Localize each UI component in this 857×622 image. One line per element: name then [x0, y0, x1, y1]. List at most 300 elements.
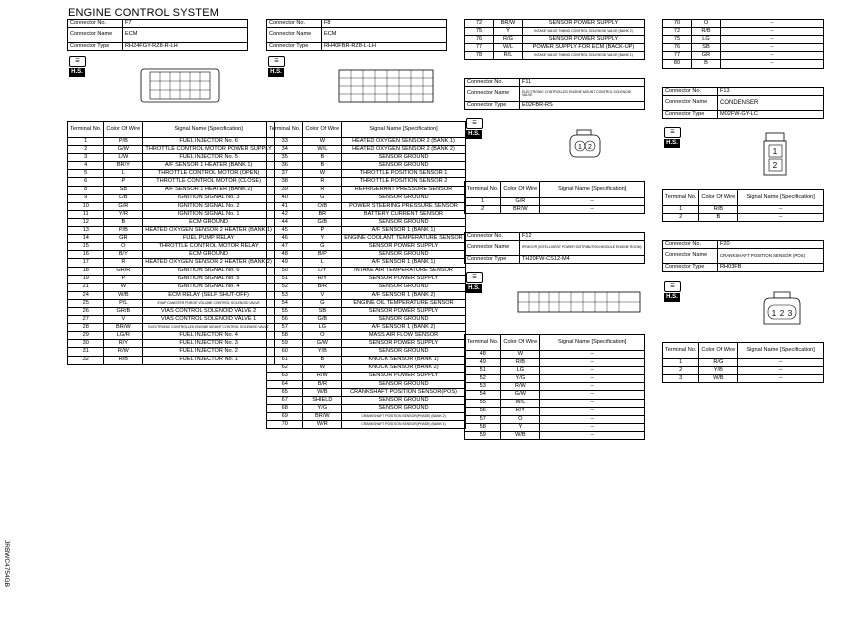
signal-name-cell: POWER STEERING PRESSURE SENSOR [342, 202, 465, 210]
wire-color-cell: BR/W [494, 20, 523, 28]
table-row [68, 291, 275, 299]
table-row [68, 235, 275, 243]
table-row [68, 202, 275, 210]
signal-name-cell: SENSOR GROUND [342, 154, 465, 162]
terminal-no-cell: 49 [465, 359, 501, 367]
wire-color-cell: Y/R [104, 210, 143, 218]
signal-name-cell: – [738, 375, 824, 383]
wire-color-cell: W [303, 364, 342, 372]
signal-name-cell: FUEL INJECTOR No. 1 [143, 356, 275, 364]
wire-color-cell: B/R [303, 283, 342, 291]
f13-connector-type: M02FW-GY-LC [718, 111, 824, 119]
f13-connector-no: F13 [718, 88, 824, 96]
hs-icon: ☰ H.S. [664, 127, 680, 148]
signal-name-cell: A/F SENSOR 1 (BANK 2) [342, 291, 465, 299]
signal-name-cell: SENSOR GROUND [342, 251, 465, 259]
table-row [465, 206, 645, 214]
table-row [68, 356, 275, 364]
wire-color-cell: SB [104, 186, 143, 194]
f8-signal-table [266, 121, 466, 429]
terminal-no-cell: 77 [663, 52, 692, 60]
signal-name-cell: – [540, 383, 645, 391]
wire-color-cell: Y [303, 235, 342, 243]
wire-color-cell: B/Y [104, 251, 143, 259]
wire-color-cell: R/B [699, 206, 738, 214]
wire-color-cell: R [104, 259, 143, 267]
terminal-no-cell: 65 [267, 388, 303, 396]
connector-name-label: Connector Name [663, 249, 718, 264]
signal-name-cell: SENSOR GROUND [342, 405, 465, 413]
terminal-no-cell: 51 [267, 275, 303, 283]
signal-name-cell: A/F SENSOR 1 (BANK 2) [342, 324, 465, 332]
terminal-no-cell: 3 [68, 154, 104, 162]
terminal-no-cell: 70 [267, 421, 303, 429]
table-row [465, 359, 645, 367]
terminal-no-header: Terminal No. [465, 182, 501, 198]
terminal-no-cell: 16 [68, 251, 104, 259]
f20-header-table [662, 240, 824, 272]
signal-name-cell: IGNITION SIGNAL No. 1 [143, 210, 275, 218]
table-row [663, 375, 824, 383]
terminal-no-cell: 59 [465, 431, 501, 439]
terminal-no-header: Terminal No. [267, 122, 303, 138]
wire-color-cell: G/R [104, 202, 143, 210]
wire-color-cell: W/L [494, 44, 523, 52]
wire-color-cell: Y/G [303, 405, 342, 413]
terminal-no-cell: 11 [68, 210, 104, 218]
table-row [68, 251, 275, 259]
signal-name-cell: SENSOR GROUND [342, 397, 465, 405]
signal-name-cell: ECM RELAY (SELF SHUT-OFF) [143, 291, 275, 299]
f11-connector-face [568, 129, 602, 159]
wire-color-cell: O [692, 20, 721, 28]
terminal-no-cell: 25 [68, 299, 104, 307]
signal-name-cell: ENGINE COOLANT TEMPERATURE SENSOR [342, 235, 465, 243]
signal-name-cell: HEATED OXYGEN SENSOR 2 (BANK 1) [342, 138, 465, 146]
pin-2-label: 2 [772, 161, 778, 170]
terminal-no-cell: 70 [663, 20, 692, 28]
f12-continuation-table [662, 19, 824, 69]
f12-connector-type: TH20FW-CS12-M4 [520, 256, 645, 264]
wire-color-cell: P/B [104, 138, 143, 146]
terminal-no-cell: 76 [663, 44, 692, 52]
terminal-no-cell: 38 [267, 178, 303, 186]
wire-color-cell: R/L [494, 52, 523, 60]
table-row [68, 267, 275, 275]
table-row [663, 44, 824, 52]
terminal-no-cell: 59 [267, 340, 303, 348]
terminal-no-cell: 45 [267, 227, 303, 235]
f12-connector-no: F12 [520, 233, 645, 241]
table-row [465, 415, 645, 423]
pin-2-label: 2 [588, 144, 592, 151]
table-row [267, 146, 466, 154]
table-row [465, 391, 645, 399]
wire-color-cell: W [501, 351, 540, 359]
signal-name-cell: THROTTLE POSITION SENSOR 1 [342, 170, 465, 178]
table-row [267, 138, 466, 146]
wire-color-cell: O/B [303, 202, 342, 210]
table-row [663, 36, 824, 44]
connector-type-label: Connector Type [663, 111, 718, 119]
table-row [267, 275, 466, 283]
table-row [267, 307, 466, 315]
signal-name-cell: ENGINE OIL TEMPERATURE SENSOR [342, 299, 465, 307]
wire-color-cell: Y [501, 423, 540, 431]
wire-color-cell: B [692, 60, 721, 68]
wire-color-cell: L [303, 259, 342, 267]
signal-name-cell: – [738, 359, 824, 367]
table-row [267, 186, 466, 194]
terminal-no-cell: 57 [267, 324, 303, 332]
wire-color-cell: L/W [104, 154, 143, 162]
table-row [68, 340, 275, 348]
table-row [267, 332, 466, 340]
terminal-no-cell: 37 [267, 170, 303, 178]
signal-name-cell: – [721, 52, 824, 60]
signal-name-cell: ELECTRONIC CONTROLLED ENGINE MOUNT CONTROL SOLENOID VALVE [143, 324, 275, 332]
signal-name-cell: THROTTLE CONTROL MOTOR RELAY [143, 243, 275, 251]
signal-name-cell: – [540, 375, 645, 383]
table-row [68, 275, 275, 283]
page-title: ENGINE CONTROL SYSTEM [68, 7, 220, 19]
table-row [68, 307, 275, 315]
wire-color-cell: GR/B [104, 307, 143, 315]
f7-signal-table [67, 121, 275, 365]
signal-name-header: Signal Name [Specification] [738, 343, 824, 359]
wire-color-cell: B [699, 214, 738, 222]
signal-name-cell: FUEL INJECTOR No. 2 [143, 348, 275, 356]
terminal-no-cell: 78 [465, 52, 494, 60]
f7-connector-no: F7 [123, 20, 248, 28]
signal-name-cell: SENSOR GROUND [342, 194, 465, 202]
signal-name-cell: SENSOR POWER SUPPLY [523, 20, 645, 28]
f11-connector-no: F11 [520, 79, 645, 87]
wire-color-cell: LG [303, 324, 342, 332]
wire-color-cell: R/G [699, 359, 738, 367]
figure-code: JRBWC4754GB [3, 540, 10, 587]
signal-name-cell: – [721, 36, 824, 44]
signal-name-cell: – [540, 367, 645, 375]
terminal-no-cell: 57 [465, 415, 501, 423]
pin-1-label: 1 [771, 309, 777, 318]
terminal-no-cell: 50 [267, 267, 303, 275]
wire-color-cell: G/W [501, 391, 540, 399]
signal-name-cell: EVAP CANISTER PURGE VOLUME CONTROL SOLENOID VALVE [143, 299, 275, 307]
wire-color-cell: R/G [494, 36, 523, 44]
signal-name-cell: A/F SENSOR 1 (BANK 1) [342, 227, 465, 235]
terminal-no-header: Terminal No. [663, 343, 699, 359]
terminal-no-cell: 6 [68, 178, 104, 186]
table-row [465, 44, 645, 52]
wire-color-cell: B/R [303, 380, 342, 388]
signal-name-cell: – [540, 359, 645, 367]
terminal-no-cell: 21 [68, 283, 104, 291]
terminal-no-cell: 5 [68, 170, 104, 178]
signal-name-cell: – [721, 44, 824, 52]
signal-name-cell: CRANKSHAFT POSITION SENSOR(PHASE) (BANK 1) [342, 421, 465, 429]
terminal-no-cell: 1 [663, 359, 699, 367]
signal-name-cell: – [721, 28, 824, 36]
terminal-no-cell: 42 [267, 210, 303, 218]
signal-name-cell: – [721, 60, 824, 68]
wire-color-cell: GR [104, 235, 143, 243]
terminal-no-cell: 24 [68, 291, 104, 299]
wire-color-header: Color Of Wire [501, 182, 540, 198]
wire-color-cell: L/B [104, 194, 143, 202]
terminal-no-cell: 8 [68, 186, 104, 194]
signal-name-cell: – [540, 198, 645, 206]
terminal-no-cell: 75 [465, 28, 494, 36]
f12-connector-face [517, 290, 641, 314]
f12-connector-name: IPDM E/R (INTELLIGENT POWER DISTRIBUTION MODULE ENGINE ROOM) [520, 241, 645, 256]
terminal-no-cell: 67 [267, 397, 303, 405]
terminal-no-cell: 58 [465, 423, 501, 431]
table-row [465, 198, 645, 206]
signal-name-cell: KNOCK SENSOR (BANK 1) [342, 356, 465, 364]
f7-header-table [67, 19, 248, 51]
signal-name-cell: SENSOR GROUND [342, 380, 465, 388]
connector-type-label: Connector Type [68, 43, 123, 51]
f8-connector-type: RH40FBR-RZ8-L-LH [322, 43, 447, 51]
connector-no-label: Connector No. [663, 88, 718, 96]
connector-type-label: Connector Type [267, 43, 322, 51]
wire-color-cell: SHIELD [303, 397, 342, 405]
terminal-no-cell: 3 [663, 375, 699, 383]
table-row [68, 162, 275, 170]
table-row [267, 340, 466, 348]
wire-color-cell: GR/R [104, 267, 143, 275]
f13-connector-face [762, 132, 788, 176]
wire-color-cell: R/B [501, 359, 540, 367]
table-row [465, 375, 645, 383]
f11-signal-table [464, 181, 645, 214]
table-row [68, 186, 275, 194]
wire-color-cell: SB [303, 307, 342, 315]
table-row [267, 259, 466, 267]
signal-name-header: Signal Name [Specification] [342, 122, 465, 138]
wire-color-cell: R/W [501, 383, 540, 391]
signal-name-cell: A/F SENSOR 1 HEATER (BANK 1) [143, 162, 275, 170]
terminal-no-cell: 72 [663, 28, 692, 36]
signal-name-cell: – [540, 391, 645, 399]
wire-color-header: Color Of Wire [303, 122, 342, 138]
f13-connector-name: CONDENSER [718, 96, 824, 111]
terminal-no-cell: 32 [68, 356, 104, 364]
table-row [267, 243, 466, 251]
signal-name-header: Signal Name [Specification] [540, 182, 645, 198]
table-row [267, 178, 466, 186]
terminal-no-cell: 14 [68, 235, 104, 243]
signal-name-cell: THROTTLE CONTROL MOTOR (CLOSE) [143, 178, 275, 186]
terminal-no-cell: 49 [267, 259, 303, 267]
wire-color-cell: O [104, 243, 143, 251]
wire-color-cell: B [303, 154, 342, 162]
terminal-no-cell: 4 [68, 162, 104, 170]
signal-name-cell: SENSOR POWER SUPPLY [342, 275, 465, 283]
table-row [267, 251, 466, 259]
wire-color-cell: W [104, 283, 143, 291]
wire-color-cell: R [303, 186, 342, 194]
signal-name-cell: IGNITION SIGNAL No. 5 [143, 275, 275, 283]
signal-name-cell: HEATED OXYGEN SENSOR 2 HEATER (BANK 1) [143, 227, 275, 235]
table-row [68, 348, 275, 356]
table-row [465, 351, 645, 359]
terminal-no-cell: 54 [465, 391, 501, 399]
table-row [267, 388, 466, 396]
signal-name-cell: FUEL INJECTOR No. 6 [143, 138, 275, 146]
terminal-no-cell: 72 [465, 20, 494, 28]
hs-icon: ☰ H.S. [268, 56, 284, 77]
wire-color-cell: L [104, 170, 143, 178]
table-row [68, 332, 275, 340]
signal-name-cell: – [738, 206, 824, 214]
signal-name-cell: IGNITION SIGNAL No. 6 [143, 267, 275, 275]
signal-name-cell: HEATED OXYGEN SENSOR 2 (BANK 2) [342, 146, 465, 154]
f20-signal-table [662, 342, 824, 383]
connector-name-label: Connector Name [663, 96, 718, 111]
terminal-no-cell: 60 [267, 348, 303, 356]
terminal-no-cell: 2 [465, 206, 501, 214]
table-row [267, 170, 466, 178]
signal-name-cell: THROTTLE CONTROL MOTOR (OPEN) [143, 170, 275, 178]
wire-color-cell: W/B [501, 431, 540, 439]
signal-name-cell: – [540, 431, 645, 439]
table-row [68, 259, 275, 267]
table-row [267, 218, 466, 226]
wire-color-cell: W [303, 170, 342, 178]
wire-color-cell: W/R [303, 421, 342, 429]
f11-connector-name: ELECTRONIC CONTROLLED ENGINE MOUNT CONTROL SOLENOID VALVE [520, 87, 645, 102]
wire-color-cell: P [104, 275, 143, 283]
terminal-no-cell: 36 [267, 162, 303, 170]
signal-name-cell: CRANKSHAFT POSITION SENSOR(POS) [342, 388, 465, 396]
wire-color-header: Color Of Wire [501, 335, 540, 351]
f8-connector-name: ECM [322, 28, 447, 43]
table-row [465, 52, 645, 60]
terminal-no-cell: 1 [465, 198, 501, 206]
table-row [267, 421, 466, 429]
hs-icon: ☰ H.S. [664, 281, 680, 302]
terminal-no-cell: 56 [465, 407, 501, 415]
table-row [68, 146, 275, 154]
signal-name-cell: ECM GROUND [143, 218, 275, 226]
table-row [663, 20, 824, 28]
signal-name-cell: ECM GROUND [143, 251, 275, 259]
wire-color-cell: LG/R [104, 332, 143, 340]
table-row [465, 20, 645, 28]
terminal-no-cell: 52 [465, 375, 501, 383]
signal-name-cell: INTAKE VALVE TIMING CONTROL SOLENOID VALVE (BANK 2) [523, 28, 645, 36]
wire-color-cell: G/B [303, 316, 342, 324]
table-row [267, 202, 466, 210]
wire-color-header: Color Of Wire [699, 190, 738, 206]
connector-type-label: Connector Type [465, 256, 520, 264]
terminal-no-header: Terminal No. [465, 335, 501, 351]
table-row [663, 214, 824, 222]
terminal-no-cell: 58 [267, 332, 303, 340]
signal-name-cell: SENSOR POWER SUPPLY [342, 340, 465, 348]
terminal-no-cell: 12 [68, 218, 104, 226]
f7-connector-face [140, 66, 220, 106]
connector-no-label: Connector No. [465, 233, 520, 241]
terminal-no-cell: 64 [267, 380, 303, 388]
terminal-no-cell: 31 [68, 348, 104, 356]
signal-name-cell: SENSOR GROUND [342, 283, 465, 291]
wire-color-cell: BR [303, 210, 342, 218]
signal-name-cell: BATTERY CURRENT SENSOR [342, 210, 465, 218]
wire-color-cell: G/B [303, 218, 342, 226]
table-row [267, 364, 466, 372]
wire-color-cell: P/L [104, 299, 143, 307]
table-row [663, 359, 824, 367]
terminal-no-cell: 13 [68, 227, 104, 235]
table-row [68, 283, 275, 291]
table-row [267, 235, 466, 243]
terminal-no-cell: 61 [267, 356, 303, 364]
table-row [267, 413, 466, 421]
wire-color-cell: P [104, 178, 143, 186]
wire-color-header: Color Of Wire [699, 343, 738, 359]
table-row [68, 170, 275, 178]
pin-2-label: 2 [779, 309, 785, 318]
wire-color-cell: LG [501, 367, 540, 375]
signal-name-cell: VIAS CONTROL SOLENOID VALVE 1 [143, 316, 275, 324]
terminal-no-cell: 46 [267, 235, 303, 243]
signal-name-cell: KNOCK SENSOR (BANK 2) [342, 364, 465, 372]
table-row [267, 210, 466, 218]
signal-name-header: Signal Name [Specification] [540, 335, 645, 351]
signal-name-cell: VIAS CONTROL SOLENOID VALVE 2 [143, 307, 275, 315]
connector-name-label: Connector Name [465, 87, 520, 102]
wire-color-cell: O [501, 415, 540, 423]
signal-name-cell: INTAKE VALVE TIMING CONTROL SOLENOID VALVE (BANK 1) [523, 52, 645, 60]
table-row [663, 367, 824, 375]
table-row [465, 431, 645, 439]
terminal-no-cell: 69 [267, 413, 303, 421]
terminal-no-cell: 62 [267, 364, 303, 372]
signal-name-cell: FUEL INJECTOR No. 5 [143, 154, 275, 162]
table-row [68, 194, 275, 202]
wire-color-cell: V [104, 316, 143, 324]
wire-color-cell: G [303, 299, 342, 307]
signal-name-cell: SENSOR POWER SUPPLY [523, 36, 645, 44]
wire-color-cell: BR/Y [104, 162, 143, 170]
terminal-no-cell: 29 [68, 332, 104, 340]
signal-name-cell: REFRIGERANT PRESSURE SENSOR [342, 186, 465, 194]
table-row [267, 291, 466, 299]
table-row [267, 316, 466, 324]
wire-color-cell: O [303, 332, 342, 340]
table-row [68, 154, 275, 162]
terminal-no-cell: 2 [663, 367, 699, 375]
signal-name-cell: – [540, 206, 645, 214]
terminal-no-header: Terminal No. [68, 122, 104, 138]
connector-name-label: Connector Name [465, 241, 520, 256]
table-row [267, 227, 466, 235]
terminal-no-cell: 44 [267, 218, 303, 226]
wire-color-cell: W [303, 138, 342, 146]
signal-name-cell: MASS AIR FLOW SENSOR [342, 332, 465, 340]
table-row [663, 28, 824, 36]
f7-connector-name: ECM [123, 28, 248, 43]
terminal-no-cell: 26 [68, 307, 104, 315]
wire-color-cell: B [303, 162, 342, 170]
terminal-no-cell: 33 [267, 138, 303, 146]
wire-color-cell: R/Y [104, 340, 143, 348]
table-row [663, 60, 824, 68]
signal-name-cell: THROTTLE POSITION SENSOR 2 [342, 178, 465, 186]
